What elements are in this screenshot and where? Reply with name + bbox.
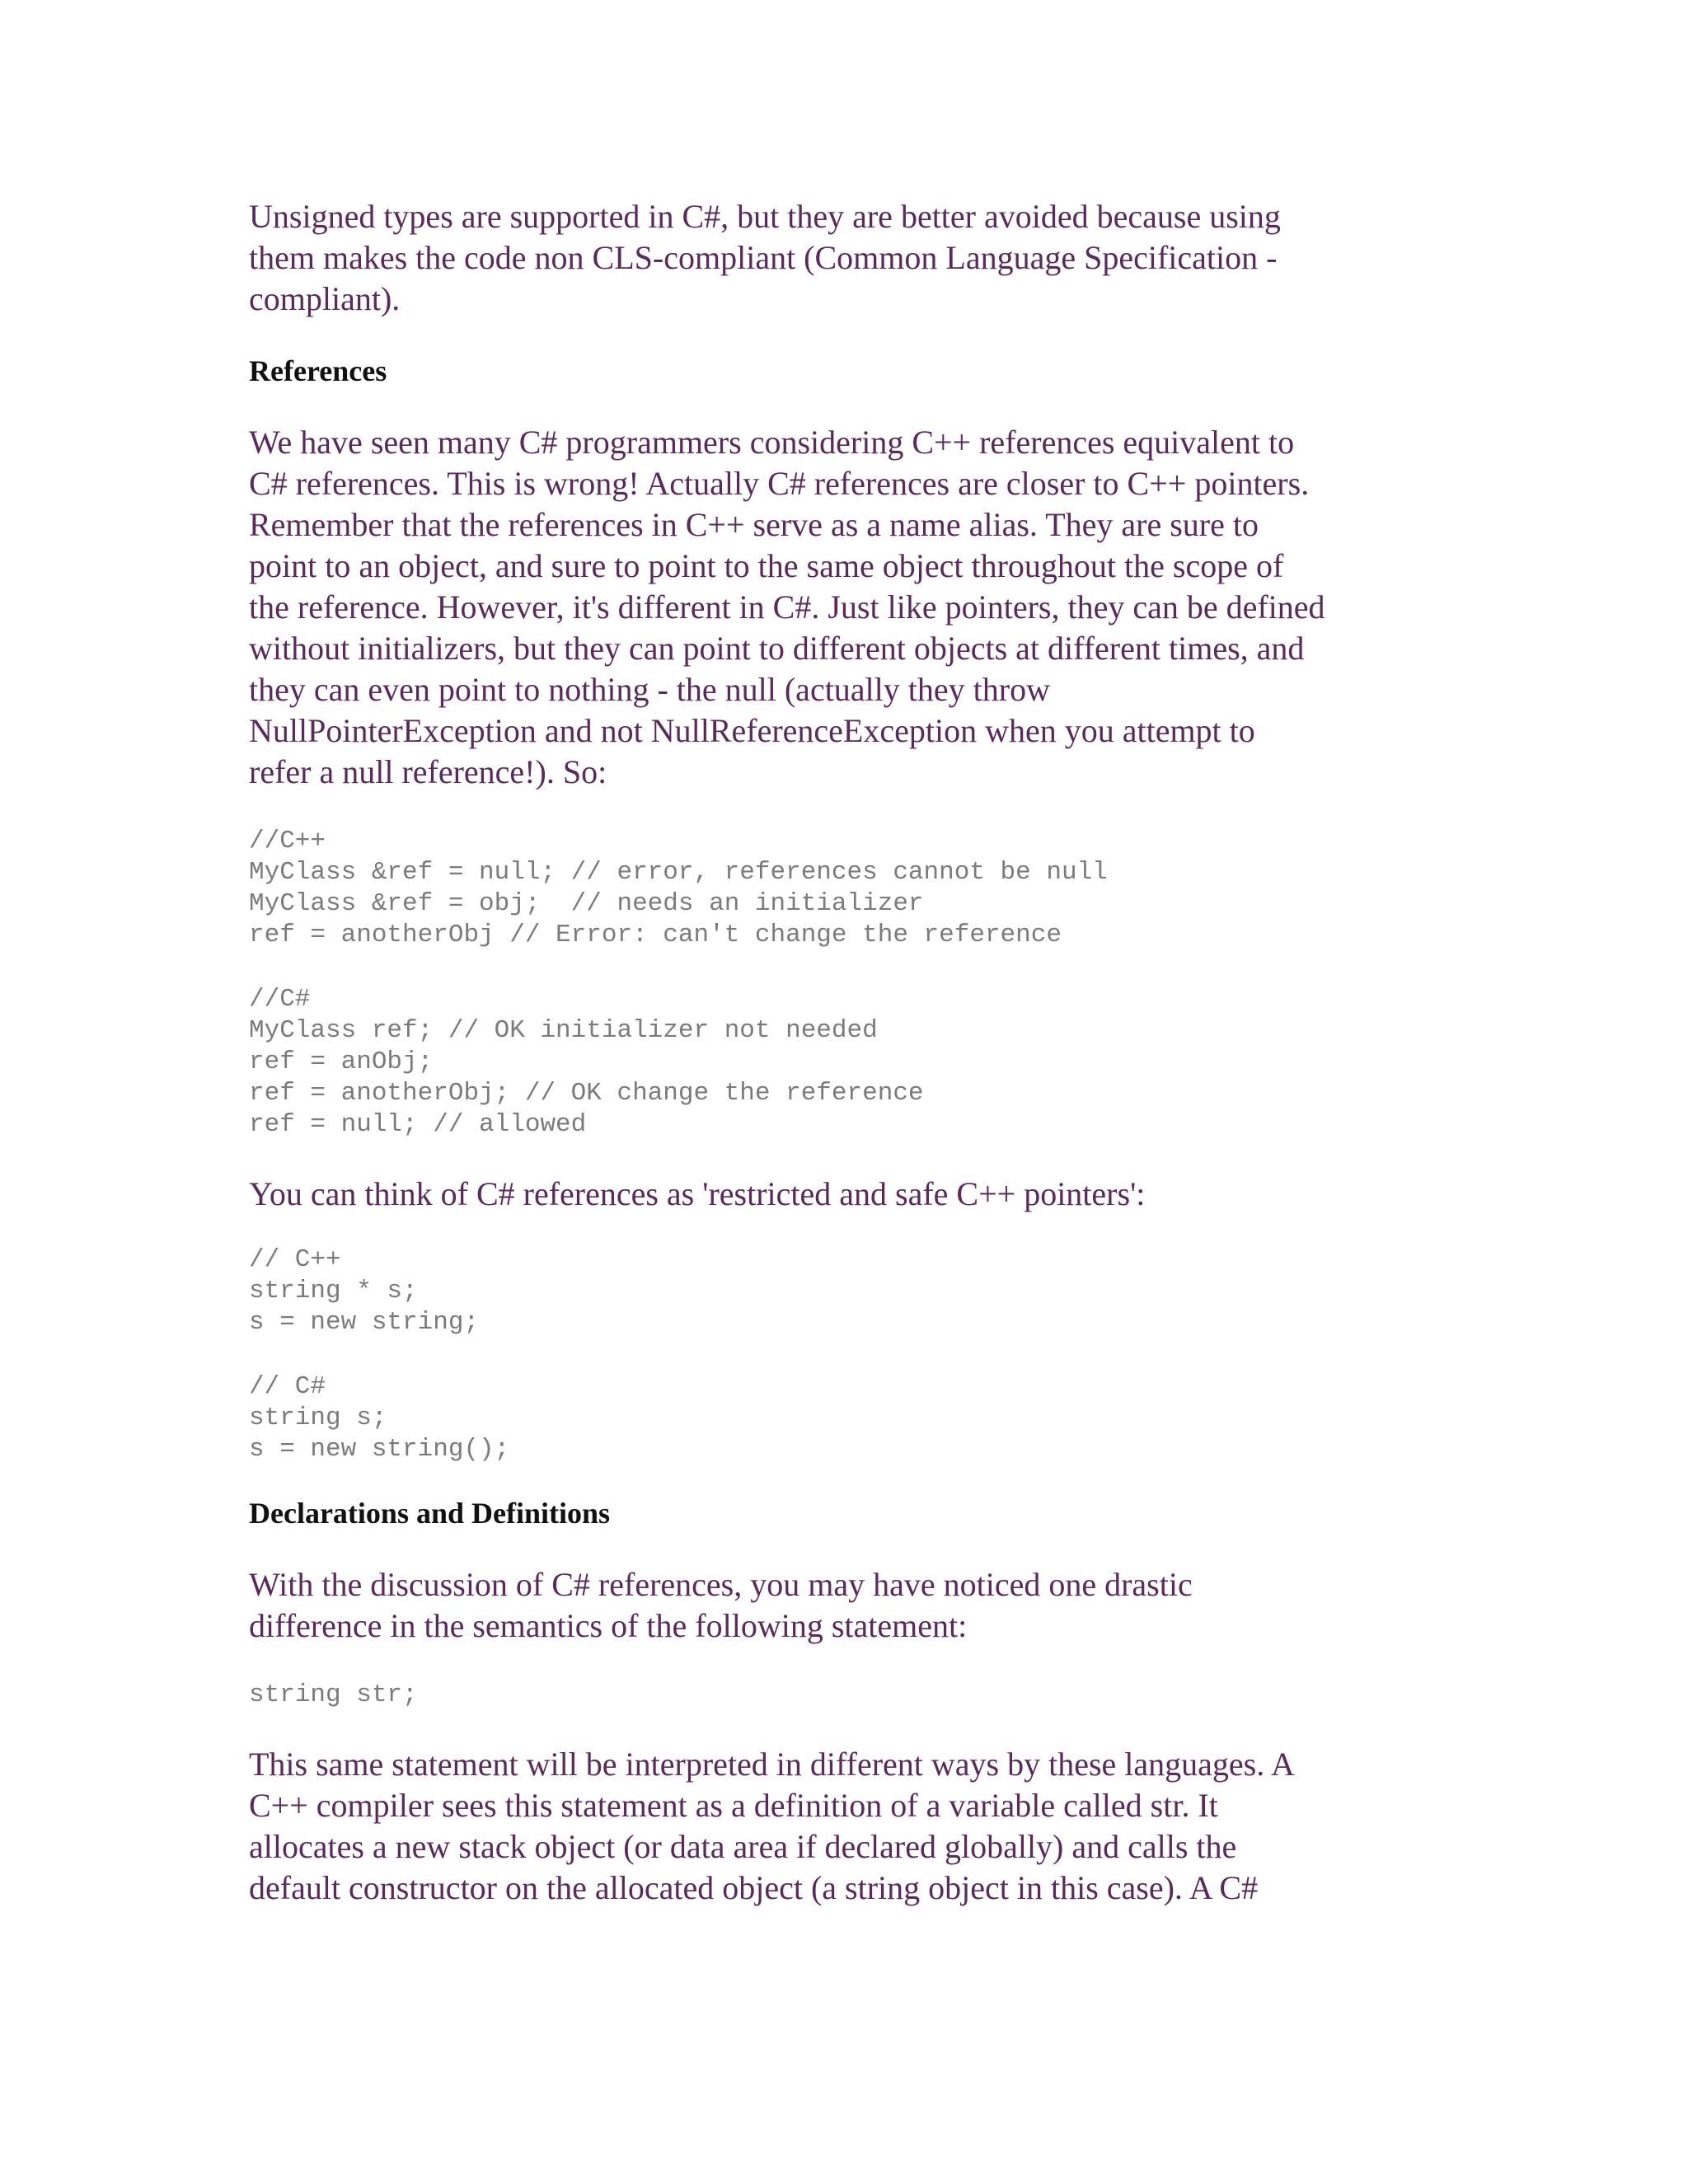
code-csharp-string: // C# string s; s = new string();: [249, 1372, 510, 1464]
paragraph-references-intro: We have seen many C# programmers considering C++ references equivalent to C# references. This is wrong! Actually C# references are closer to C++ pointers. Remember that the references in C++ serve as a name alias. They are sure to point to an object, and sure to point to the same object throughout the scope of the reference. However, it's different in C#. Just like pointers, they can be defined without initializers, but they can point to different objects at different times, and they can even point to nothing - the null (actually they throw NullPointerException and not NullReferenceException when you attempt to refer a null reference!). So:: [249, 424, 1325, 790]
page-content: [249, 196, 1452, 1909]
paragraph-think-of: You can think of C# references as 'restricted and safe C++ pointers':: [249, 1175, 1146, 1212]
paragraph-interpretation: This same statement will be interpreted in different ways by these languages. A C++ compiler sees this statement as a definition of a variable called str. It allocates a new stack object (or data area if declared globally) and calls the default constructor on the allocated object (a string object in this case). A C#: [249, 1746, 1295, 1906]
code-cpp-references: //C++ MyClass &ref = null; // error, references cannot be null MyClass &ref = obj; // needs an initializer ref = anotherObj // Error: can't change the reference: [249, 827, 1108, 949]
code-csharp-references: //C# MyClass ref; // OK initializer not needed ref = anObj; ref = anotherObj; // OK change the reference ref = null; // allowed: [249, 985, 924, 1139]
heading-references: References: [249, 354, 387, 387]
paragraph-unsigned-types: Unsigned types are supported in C#, but they are better avoided because using them makes the code non CLS-compliant (Common Language Specification - compliant).: [249, 198, 1281, 317]
code-cpp-pointer: // C++ string * s; s = new string;: [249, 1245, 480, 1337]
paragraph-declarations-intro: With the discussion of C# references, you may have noticed one drastic difference in the semantics of the following statement:: [249, 1566, 1193, 1644]
heading-declarations: Declarations and Definitions: [249, 1497, 611, 1530]
code-declaration: string str;: [249, 1680, 418, 1709]
